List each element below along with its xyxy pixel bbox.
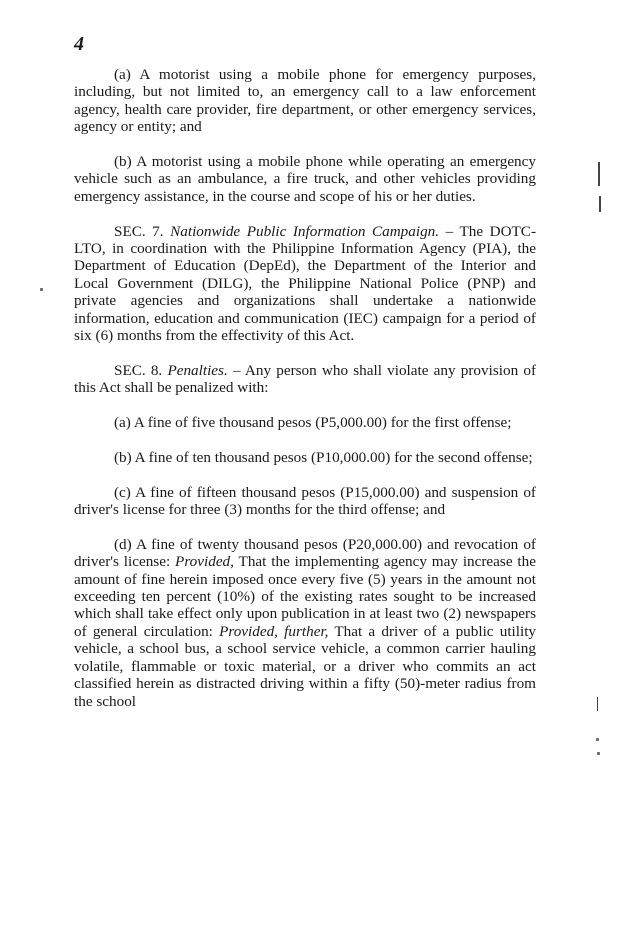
section-8-title: Penalties. [167, 361, 228, 379]
fine-d-part2: That the implementing agency may increase the amount of fine herein imposed once every five (5) years in the amount not exceeding ten percent (10%) of the existing rates sought to be increased which shall take effect only upon publication in at least two (2) newspapers of general circulation: [74, 553, 536, 640]
scan-margin-mark [599, 196, 601, 212]
paragraph-exemption-b: (b) A motorist using a mobile phone while operating an emergency vehicle such as an ambulance, a fire truck, and other vehicles providing emergency assistance, in the course and scope of his or her duties. [74, 153, 536, 205]
document-body [74, 66, 536, 727]
scan-margin-dot [596, 738, 599, 741]
section-8-body: – Any person who shall violate any provision of this Act shall be penalized with: [74, 361, 536, 397]
penalty-third-offense: (c) A fine of fifteen thousand pesos (P15,000.00) and suspension of driver's license for three (3) months for the third offense; and [74, 483, 536, 519]
fine-d-part3: That a driver of a public utility vehicle, a school bus, a school service vehicle, a common carrier hauling volatile, flammable or toxic material, or a driver who commits an act classified herein as distracted driving within a fifty (50)-meter radius from the school [74, 622, 537, 710]
section-7-body: – The DOTC-LTO, in coordination with the Philippine Information Agency (PIA), the Department of Education (DepEd), the Department of the Interior and Local Government (DILG), the Philippine National Police (PNP) and private agencies and organizations shall undertake a nationwide information, education and communication (IEC) campaign for a period of six (6) months from the effectivity of this Act. [74, 222, 536, 345]
section-7-title: Nationwide Public Information Campaign. [170, 222, 440, 240]
penalty-fourth-offense [74, 536, 536, 710]
section-8 [74, 362, 536, 397]
fine-d-proviso1: Provided, [175, 553, 234, 571]
scan-margin-dot [597, 752, 600, 755]
section-7-label: SEC. 7. [114, 222, 164, 240]
scan-margin-dot [40, 288, 43, 291]
scan-margin-mark [598, 162, 600, 186]
penalty-second-offense: (b) A fine of ten thousand pesos (P10,000.00) for the second offense; [114, 448, 533, 466]
fine-d-proviso2: Provided, further, [219, 622, 329, 640]
section-8-label: SEC. 8. [114, 361, 163, 379]
paragraph-exemption-a: (a) A motorist using a mobile phone for emergency purposes, including, but not limited to, an emergency call to a law enforcement agency, health care provider, fire department, or other emergency services, agency or entity; and [74, 66, 536, 136]
page-number: 4 [74, 33, 84, 55]
fine-d-part1: (d) A fine of twenty thousand pesos (P20,000.00) and revocation of driver's license: [74, 535, 536, 571]
scan-margin-mark [597, 697, 598, 711]
section-7 [74, 223, 536, 345]
penalty-first-offense: (a) A fine of five thousand pesos (P5,000.00) for the first offense; [114, 414, 512, 432]
